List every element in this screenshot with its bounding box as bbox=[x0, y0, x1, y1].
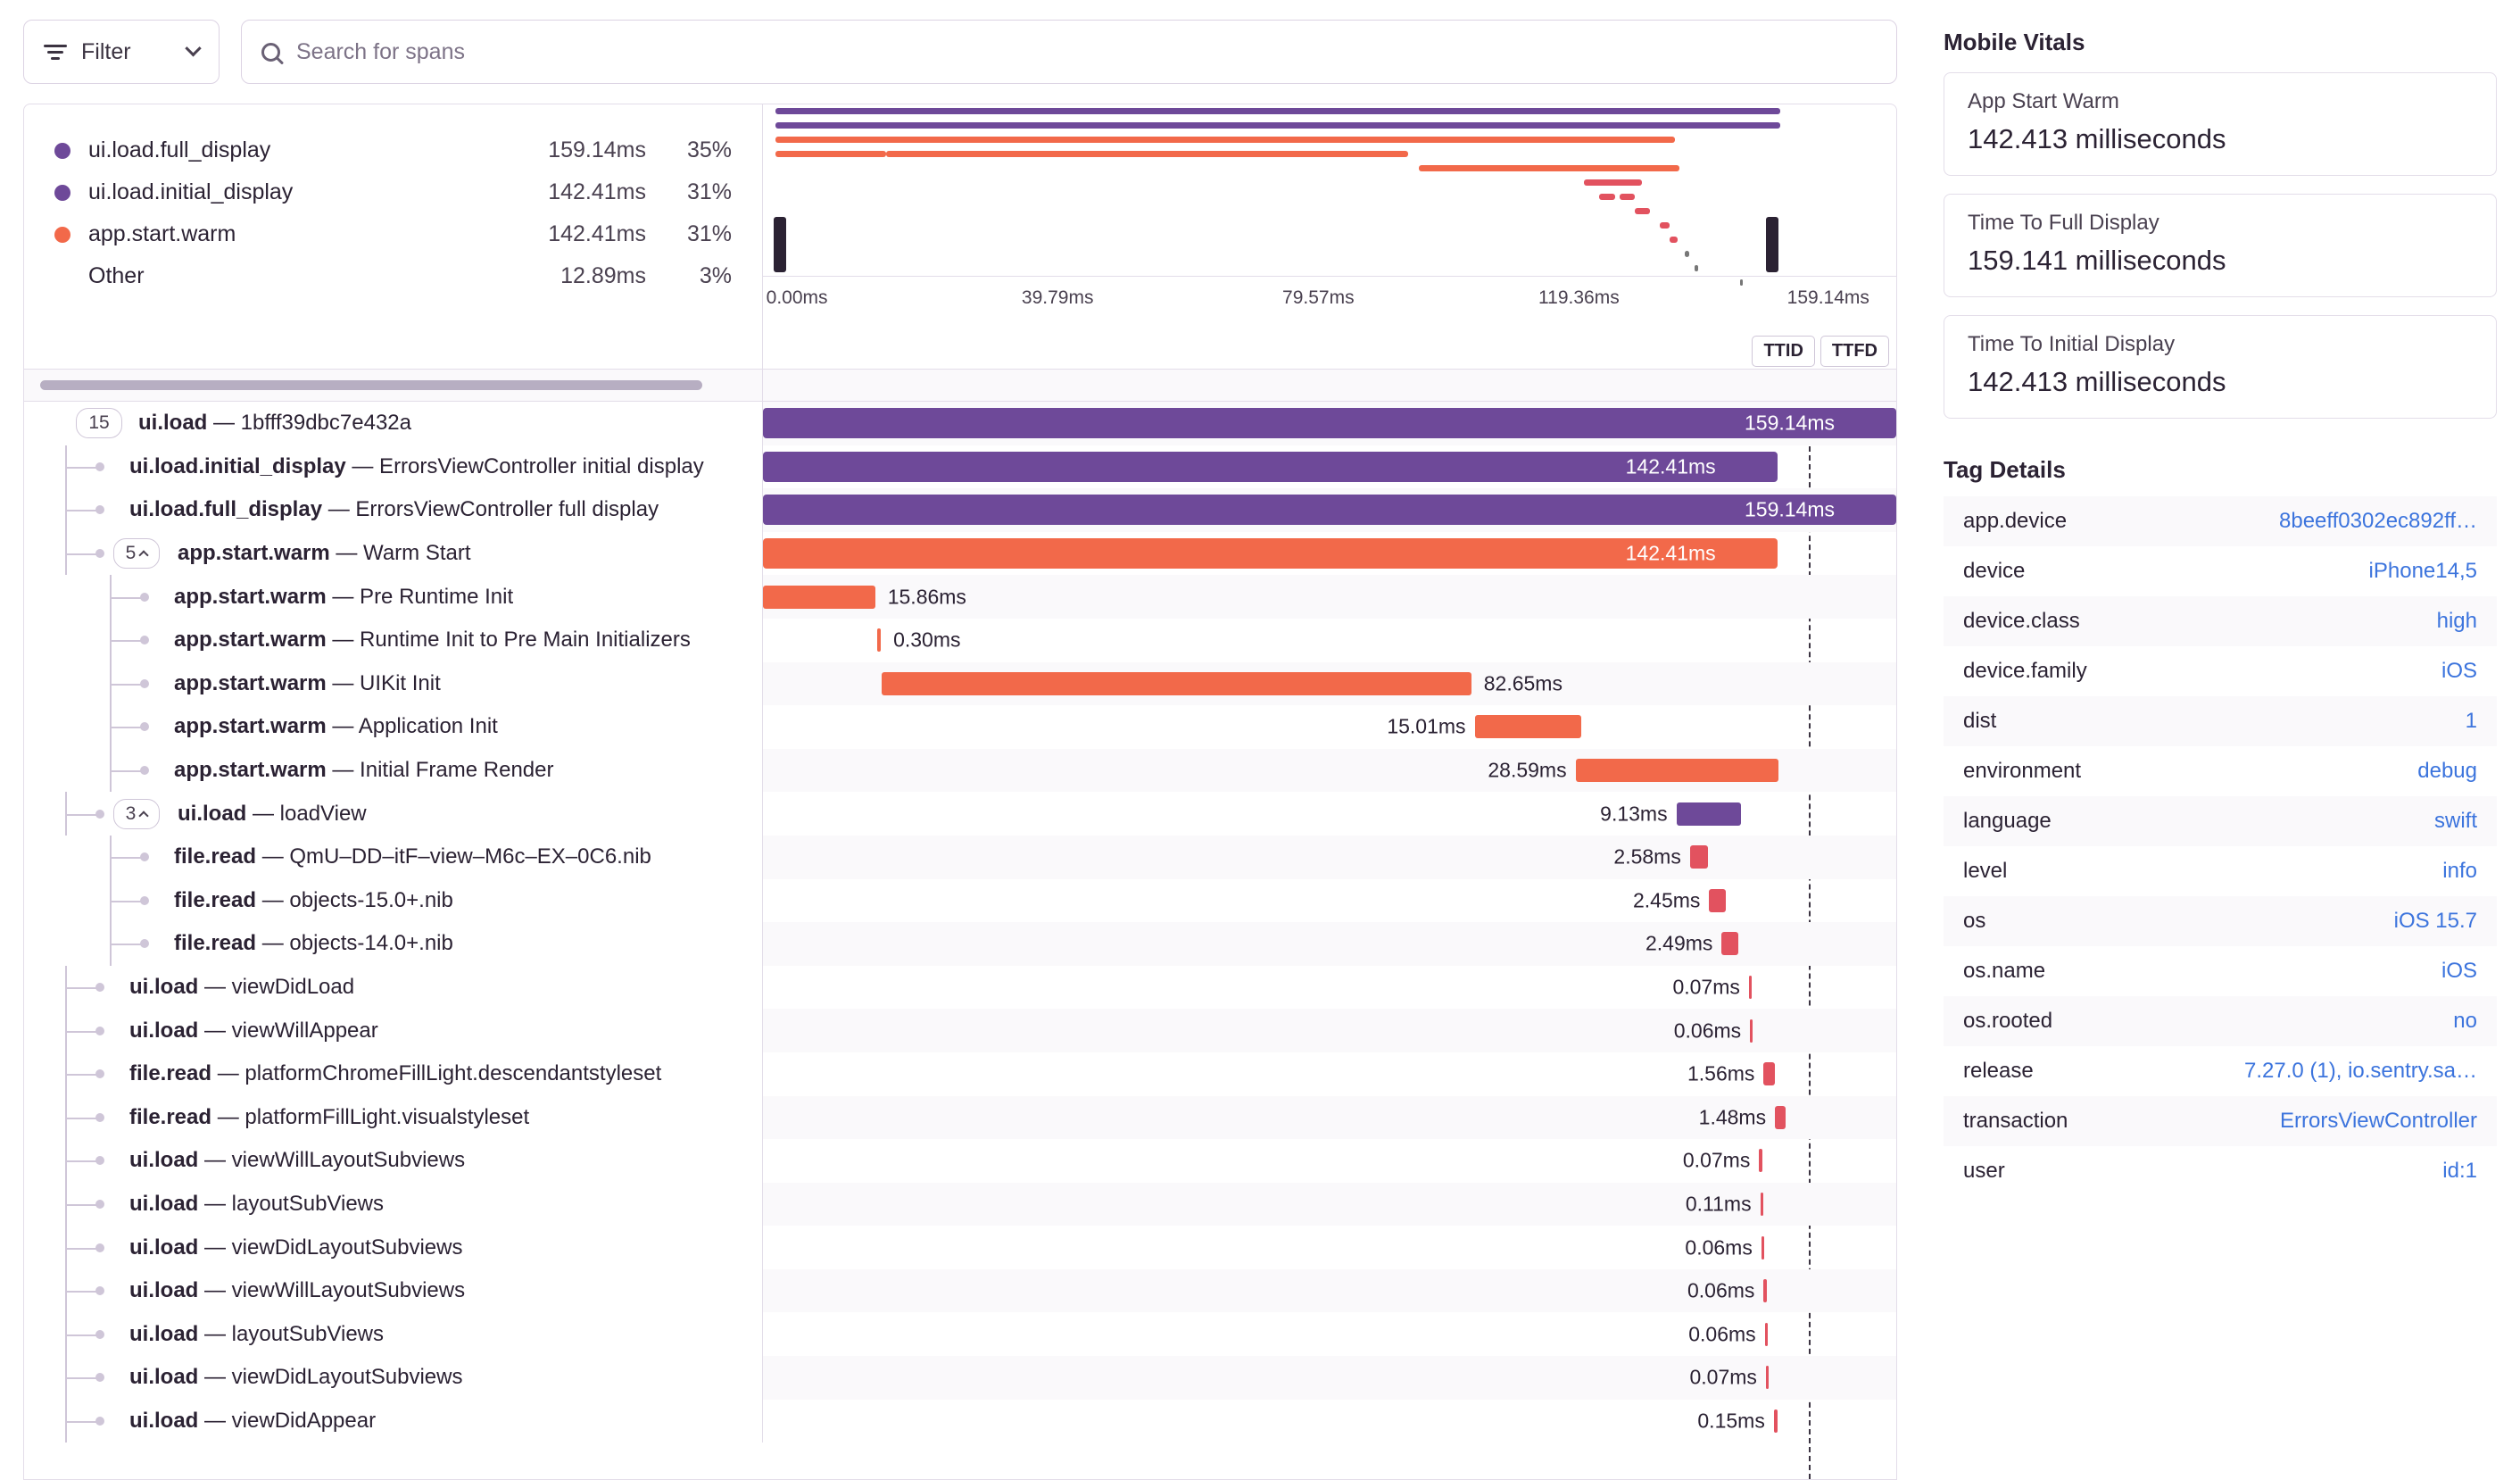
filter-button-label: Filter bbox=[81, 38, 131, 64]
span-label-cell[interactable] bbox=[24, 1356, 763, 1400]
legend-label: Other bbox=[88, 263, 145, 288]
tag-row bbox=[1944, 646, 2497, 696]
tag-value[interactable]: iOS bbox=[2441, 959, 2477, 983]
tag-key: os bbox=[1963, 909, 1986, 933]
span-row[interactable] bbox=[24, 1400, 1896, 1443]
legend-duration: 159.14ms bbox=[548, 137, 646, 162]
legend-percent: 35% bbox=[686, 137, 732, 162]
vital-card-time-to-initial-display bbox=[1944, 315, 2497, 419]
span-label-cell[interactable] bbox=[24, 1400, 763, 1443]
legend-duration: 12.89ms bbox=[560, 263, 646, 288]
span-duration: 142.41ms bbox=[1625, 454, 1716, 478]
span-duration: 2.58ms bbox=[1613, 844, 1681, 869]
span-bar-track[interactable] bbox=[763, 402, 1896, 445]
span-bar-track[interactable] bbox=[763, 662, 1896, 706]
tag-key: device bbox=[1963, 559, 2026, 583]
tag-value[interactable]: 7.27.0 (1), io.sentry.sa… bbox=[2244, 1059, 2477, 1083]
span-duration: 1.56ms bbox=[1687, 1061, 1755, 1085]
span-label-text: file.read — platformFillLight.visualstyleset bbox=[129, 1104, 530, 1129]
span-duration: 2.49ms bbox=[1645, 931, 1713, 955]
tag-value[interactable]: info bbox=[2442, 859, 2477, 883]
span-label-cell[interactable] bbox=[24, 705, 763, 749]
span-bar[interactable] bbox=[763, 495, 1896, 525]
span-bar[interactable] bbox=[1761, 1193, 1763, 1216]
span-label-cell[interactable] bbox=[24, 1183, 763, 1226]
span-bar[interactable] bbox=[1766, 1366, 1769, 1389]
span-row[interactable] bbox=[24, 575, 1896, 619]
scrollbar-spacer bbox=[763, 370, 1896, 401]
span-bar-track[interactable] bbox=[763, 532, 1896, 576]
span-label-cell[interactable] bbox=[24, 619, 763, 662]
span-label-text: ui.load — viewDidAppear bbox=[129, 1408, 377, 1433]
tag-value[interactable]: ErrorsViewController bbox=[2280, 1109, 2477, 1133]
span-label-cell[interactable] bbox=[24, 1052, 763, 1096]
span-label-cell[interactable] bbox=[24, 1139, 763, 1183]
vital-label: App Start Warm bbox=[1968, 89, 2119, 113]
span-row[interactable] bbox=[24, 1052, 1896, 1096]
span-bar-track[interactable] bbox=[763, 1183, 1896, 1226]
span-label-text: ui.load.full_display — ErrorsViewController full display bbox=[129, 497, 659, 522]
span-label-cell[interactable] bbox=[24, 1096, 763, 1140]
tag-key: device.class bbox=[1963, 609, 2080, 633]
span-label-cell[interactable] bbox=[24, 966, 763, 1010]
minimap[interactable] bbox=[763, 104, 1896, 369]
search-icon bbox=[261, 43, 280, 62]
span-label-cell[interactable] bbox=[24, 402, 763, 445]
tag-value[interactable]: iOS 15.7 bbox=[2393, 909, 2477, 933]
tag-list bbox=[1931, 496, 2497, 1196]
tag-value[interactable]: id:1 bbox=[2442, 1159, 2477, 1183]
span-row[interactable] bbox=[24, 705, 1896, 749]
tag-row bbox=[1944, 1046, 2497, 1096]
tag-row bbox=[1944, 796, 2497, 846]
span-duration: 82.65ms bbox=[1483, 671, 1563, 695]
minimap-badges bbox=[1752, 336, 1889, 367]
vital-value: 159.141 milliseconds bbox=[1968, 245, 2226, 276]
span-label-text: ui.load.initial_display — ErrorsViewController initial display bbox=[129, 453, 704, 478]
tag-row bbox=[1944, 1146, 2497, 1196]
span-bar-track[interactable] bbox=[763, 1096, 1896, 1140]
span-label-text: app.start.warm — Runtime Init to Pre Main Initializers bbox=[174, 628, 691, 653]
tag-value[interactable]: 1 bbox=[2465, 709, 2477, 733]
legend-label: ui.load.initial_display bbox=[88, 179, 294, 204]
span-label-text: ui.load — viewWillAppear bbox=[129, 1018, 378, 1043]
span-bar-track[interactable] bbox=[763, 1312, 1896, 1356]
span-bar-track[interactable] bbox=[763, 445, 1896, 489]
span-bar-track[interactable] bbox=[763, 879, 1896, 923]
span-bar[interactable] bbox=[1709, 889, 1726, 912]
tag-row bbox=[1944, 546, 2497, 596]
span-label-cell[interactable] bbox=[24, 532, 763, 576]
span-duration: 0.06ms bbox=[1688, 1322, 1756, 1346]
span-row[interactable] bbox=[24, 445, 1896, 489]
axis-tick: 0.00ms bbox=[766, 287, 828, 308]
child-count-badge[interactable]: 15 bbox=[76, 408, 122, 438]
span-label-text: app.start.warm — Initial Frame Render bbox=[174, 758, 554, 783]
span-bar[interactable] bbox=[1690, 845, 1708, 869]
span-bar[interactable] bbox=[1475, 715, 1581, 738]
tag-value[interactable]: 8beeff0302ec892ff… bbox=[2279, 509, 2477, 533]
details-column bbox=[1919, 20, 2497, 1480]
tag-key: level bbox=[1963, 859, 2008, 883]
span-label-text: ui.load — loadView bbox=[178, 801, 367, 826]
axis-tick: 39.79ms bbox=[1021, 287, 1094, 308]
span-label-text: ui.load — viewWillLayoutSubviews bbox=[129, 1148, 466, 1173]
vital-label: Time To Initial Display bbox=[1968, 332, 2176, 356]
span-row[interactable] bbox=[24, 1183, 1896, 1226]
legend-label: ui.load.full_display bbox=[88, 137, 271, 162]
tag-key: device.family bbox=[1963, 659, 2087, 683]
span-row[interactable] bbox=[24, 1009, 1896, 1052]
legend-item[interactable] bbox=[54, 129, 732, 171]
span-duration: 0.15ms bbox=[1697, 1409, 1765, 1433]
tag-key: environment bbox=[1963, 759, 2082, 783]
span-label-cell[interactable] bbox=[24, 922, 763, 966]
mobile-vitals-title: Mobile Vitals bbox=[1944, 29, 2085, 55]
span-label-text: app.start.warm — UIKit Init bbox=[174, 670, 441, 695]
span-bar[interactable] bbox=[1762, 1236, 1764, 1260]
span-label-cell[interactable] bbox=[24, 662, 763, 706]
tag-key: os.rooted bbox=[1963, 1009, 2053, 1033]
scrollbar-thumb[interactable] bbox=[40, 380, 702, 390]
span-bar[interactable] bbox=[1765, 1323, 1768, 1346]
span-bar-track[interactable] bbox=[763, 1400, 1896, 1443]
tag-row bbox=[1944, 746, 2497, 796]
span-bar-track[interactable] bbox=[763, 922, 1896, 966]
tag-row bbox=[1944, 696, 2497, 746]
span-row[interactable] bbox=[24, 1356, 1896, 1400]
span-legend bbox=[24, 104, 763, 369]
span-row[interactable] bbox=[24, 1269, 1896, 1313]
span-bar[interactable] bbox=[882, 672, 1471, 695]
ttfd-badge: TTFD bbox=[1820, 336, 1889, 367]
span-bar[interactable] bbox=[763, 408, 1896, 438]
child-count-badge[interactable]: 3 bbox=[113, 799, 160, 829]
span-row[interactable] bbox=[24, 488, 1896, 532]
minimap-bars bbox=[775, 104, 1780, 274]
scrollbar-track[interactable] bbox=[24, 370, 763, 401]
span-label-text: ui.load — 1bfff39dbc7e432a bbox=[138, 411, 411, 436]
span-label-cell[interactable] bbox=[24, 792, 763, 836]
tag-key: language bbox=[1963, 809, 2052, 833]
tag-row bbox=[1944, 496, 2497, 546]
tag-value[interactable]: swift bbox=[2434, 809, 2477, 833]
vital-label: Time To Full Display bbox=[1968, 211, 2159, 235]
span-label-cell[interactable] bbox=[24, 879, 763, 923]
filter-button[interactable] bbox=[23, 20, 220, 84]
span-duration: 159.14ms bbox=[1745, 497, 1836, 521]
minimap-left-handle[interactable] bbox=[774, 217, 786, 272]
span-bar[interactable] bbox=[1750, 1019, 1753, 1043]
span-row[interactable] bbox=[24, 879, 1896, 923]
ttfd-marker bbox=[1896, 402, 1897, 1479]
span-duration: 0.07ms bbox=[1689, 1365, 1757, 1389]
span-row[interactable] bbox=[24, 966, 1896, 1010]
span-duration: 2.45ms bbox=[1633, 888, 1701, 912]
vital-value: 142.413 milliseconds bbox=[1968, 366, 2226, 397]
span-label-cell[interactable] bbox=[24, 1226, 763, 1269]
tag-value[interactable]: no bbox=[2453, 1009, 2477, 1033]
span-row[interactable] bbox=[24, 792, 1896, 836]
legend-color-swatch bbox=[54, 227, 70, 243]
vital-card-app-start-warm bbox=[1944, 72, 2497, 176]
legend-percent: 31% bbox=[686, 179, 732, 204]
span-row[interactable] bbox=[24, 922, 1896, 966]
span-row[interactable] bbox=[24, 1096, 1896, 1140]
horizontal-scrollbar[interactable] bbox=[23, 370, 1897, 402]
tag-value[interactable]: iOS bbox=[2441, 659, 2477, 683]
span-bar[interactable] bbox=[1721, 932, 1738, 955]
span-duration: 15.01ms bbox=[1387, 714, 1466, 738]
search-box[interactable] bbox=[241, 20, 1897, 84]
tag-key: user bbox=[1963, 1159, 2005, 1183]
toolbar bbox=[23, 20, 1897, 84]
span-bar[interactable] bbox=[1749, 976, 1752, 999]
legend-item-other bbox=[54, 255, 732, 297]
minimap-axis bbox=[763, 276, 1896, 315]
axis-tick: 79.57ms bbox=[1282, 287, 1355, 308]
span-label-text: ui.load — viewDidLayoutSubviews bbox=[129, 1365, 463, 1390]
span-duration: 9.13ms bbox=[1600, 802, 1668, 826]
span-label-text: ui.load — layoutSubViews bbox=[129, 1191, 385, 1216]
legend-color-swatch bbox=[54, 185, 70, 201]
tag-key: dist bbox=[1963, 709, 1997, 733]
span-label-text: file.read — QmU–DD–itF–view–M6c–EX–0C6.nib bbox=[174, 844, 651, 869]
span-bar-track[interactable] bbox=[763, 575, 1896, 619]
span-duration: 142.41ms bbox=[1625, 541, 1716, 565]
span-duration: 0.06ms bbox=[1687, 1278, 1755, 1302]
chevron-down-icon bbox=[185, 40, 201, 56]
span-label-text: app.start.warm — Pre Runtime Init bbox=[174, 584, 514, 609]
span-label-text: ui.load — viewWillLayoutSubviews bbox=[129, 1278, 466, 1303]
span-label-cell[interactable] bbox=[24, 488, 763, 532]
span-bar-track[interactable] bbox=[763, 1139, 1896, 1183]
span-duration: 0.06ms bbox=[1673, 1019, 1742, 1043]
span-bar[interactable] bbox=[1763, 1062, 1775, 1085]
span-bar[interactable] bbox=[763, 586, 875, 609]
span-duration: 159.14ms bbox=[1745, 411, 1836, 435]
legend-percent: 31% bbox=[686, 221, 732, 246]
span-duration: 1.48ms bbox=[1698, 1105, 1767, 1129]
span-row[interactable] bbox=[24, 662, 1896, 706]
span-row[interactable] bbox=[24, 1312, 1896, 1356]
span-duration: 0.07ms bbox=[1672, 975, 1740, 999]
span-label-text: file.read — platformChromeFillLight.descendantstyleset bbox=[129, 1061, 662, 1086]
tag-details-title: Tag Details bbox=[1944, 456, 2066, 483]
tag-value[interactable]: iPhone14,5 bbox=[2368, 559, 2477, 583]
search-input[interactable] bbox=[294, 38, 1877, 66]
span-duration: 0.06ms bbox=[1685, 1235, 1753, 1260]
tag-value[interactable]: debug bbox=[2417, 759, 2477, 783]
legend-duration: 142.41ms bbox=[548, 179, 646, 204]
tag-row bbox=[1944, 946, 2497, 996]
axis-tick: 159.14ms bbox=[1786, 287, 1869, 308]
span-label-cell[interactable] bbox=[24, 1312, 763, 1356]
minimap-right-handle[interactable] bbox=[1766, 217, 1778, 272]
span-row[interactable] bbox=[24, 1139, 1896, 1183]
span-bar[interactable] bbox=[1775, 1106, 1786, 1129]
span-row[interactable] bbox=[24, 1226, 1896, 1269]
span-label-cell[interactable] bbox=[24, 749, 763, 793]
span-bar[interactable] bbox=[1677, 802, 1741, 826]
span-label-text: file.read — objects-15.0+.nib bbox=[174, 887, 453, 912]
span-bar-track[interactable] bbox=[763, 705, 1896, 749]
span-row[interactable] bbox=[24, 402, 1896, 445]
span-bar-track[interactable] bbox=[763, 619, 1896, 662]
span-duration: 0.30ms bbox=[893, 628, 961, 652]
span-duration: 0.11ms bbox=[1685, 1192, 1752, 1216]
waterfall-column bbox=[23, 20, 1897, 1480]
span-bar[interactable] bbox=[1774, 1409, 1778, 1433]
span-row[interactable] bbox=[24, 836, 1896, 879]
span-summary-panel bbox=[23, 104, 1897, 370]
span-duration: 28.59ms bbox=[1488, 758, 1567, 782]
span-bar-track[interactable] bbox=[763, 1226, 1896, 1269]
span-label-cell[interactable] bbox=[24, 1269, 763, 1313]
legend-duration: 142.41ms bbox=[548, 221, 646, 246]
span-bar-track[interactable] bbox=[763, 1052, 1896, 1096]
span-label-cell[interactable] bbox=[24, 575, 763, 619]
span-bar-track[interactable] bbox=[763, 1269, 1896, 1313]
span-bar[interactable] bbox=[1763, 1279, 1766, 1302]
span-label-text: file.read — objects-14.0+.nib bbox=[174, 931, 453, 956]
span-bar-track[interactable] bbox=[763, 792, 1896, 836]
legend-item[interactable] bbox=[54, 171, 732, 213]
span-label-cell[interactable] bbox=[24, 836, 763, 879]
axis-tick: 119.36ms bbox=[1538, 287, 1620, 308]
collapse-caret-icon bbox=[139, 550, 149, 560]
tag-row bbox=[1944, 896, 2497, 946]
vital-value: 142.413 milliseconds bbox=[1968, 123, 2226, 154]
span-bar-track[interactable] bbox=[763, 1356, 1896, 1400]
span-label-text: ui.load — viewDidLayoutSubviews bbox=[129, 1235, 463, 1260]
tag-row bbox=[1944, 596, 2497, 646]
ttid-badge: TTID bbox=[1752, 336, 1814, 367]
legend-item[interactable] bbox=[54, 213, 732, 255]
tag-key: release bbox=[1963, 1059, 2034, 1083]
span-bar-track[interactable] bbox=[763, 966, 1896, 1010]
child-count-badge[interactable]: 5 bbox=[113, 538, 160, 569]
collapse-caret-icon bbox=[139, 811, 149, 820]
span-waterfall[interactable] bbox=[23, 402, 1897, 1480]
legend-color-swatch bbox=[54, 143, 70, 159]
span-row[interactable] bbox=[24, 619, 1896, 662]
span-label-text: ui.load — viewDidLoad bbox=[129, 975, 355, 1000]
filter-icon bbox=[44, 41, 67, 63]
span-bar-track[interactable] bbox=[763, 1009, 1896, 1052]
span-label-text: ui.load — layoutSubViews bbox=[129, 1321, 385, 1346]
span-label-cell[interactable] bbox=[24, 445, 763, 489]
span-label-text: app.start.warm — Application Init bbox=[174, 714, 498, 739]
tag-row bbox=[1944, 996, 2497, 1046]
span-row[interactable] bbox=[24, 749, 1896, 793]
legend-label: app.start.warm bbox=[88, 221, 236, 246]
span-bar-track[interactable] bbox=[763, 836, 1896, 879]
tag-key: app.device bbox=[1963, 509, 2068, 533]
span-bar[interactable] bbox=[1576, 759, 1778, 782]
span-duration: 15.86ms bbox=[887, 585, 966, 609]
vital-card-time-to-full-display bbox=[1944, 194, 2497, 297]
tag-row bbox=[1944, 1096, 2497, 1146]
span-bar-track[interactable] bbox=[763, 749, 1896, 793]
tag-row bbox=[1944, 846, 2497, 896]
span-label-text: app.start.warm — Warm Start bbox=[178, 541, 471, 566]
tag-key: os.name bbox=[1963, 959, 2046, 983]
span-bar-track[interactable] bbox=[763, 488, 1896, 532]
legend-percent: 3% bbox=[699, 263, 732, 288]
span-label-cell[interactable] bbox=[24, 1009, 763, 1052]
span-bar[interactable] bbox=[877, 628, 881, 652]
tag-key: transaction bbox=[1963, 1109, 2068, 1133]
span-row[interactable] bbox=[24, 532, 1896, 576]
tag-value[interactable]: high bbox=[2436, 609, 2477, 633]
span-duration: 0.07ms bbox=[1682, 1148, 1751, 1172]
span-bar[interactable] bbox=[1759, 1149, 1762, 1172]
